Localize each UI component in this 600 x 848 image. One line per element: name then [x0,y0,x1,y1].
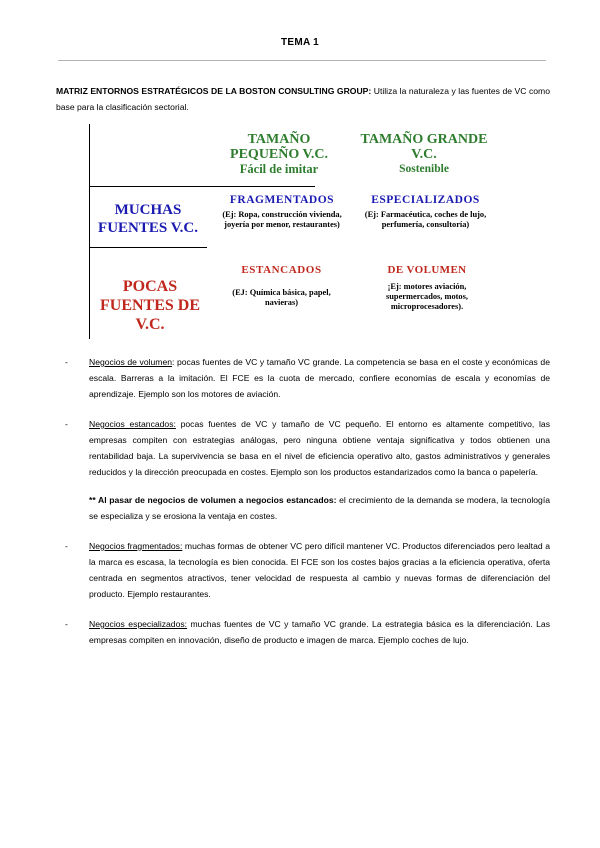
intro-text: Utiliza la naturaleza y las fuentes de VC como base para la clasificación sectorial. [56,86,550,112]
matrix-left-border [89,124,90,339]
list-keyword: Negocios estancados: [89,419,176,429]
list-item: - Negocios estancados: pocas fuentes de VC y tamaño de VC pequeño. El entorno es altamente competitivo, las empresas compiten con estrategias análogas, pero ninguna obtiene ventaja significativa y todos obtienen una rentabilidad baja. La supervivencia se basa en el nivel de eficiencia operativo alto, gastos administrativos y generales reducidos y la dirección preocupada en costes. Ejemplo son los productos estandarizados como la banca o papelería. [58,416,550,480]
cell-estancados: ESTANCADOS (EJ: Química básica, papel, navieras) [214,264,349,308]
column-header-small-vc: TAMAÑO PEQUEÑO V.C. Fácil de imitar [230,132,328,176]
list-item: - Negocios de volumen: pocas fuentes de VC y tamaño VC grande. La competencia se basa en el coste y económicas de escala. Barreras a la imitación. El FCE es la cuota de mercado, confiere economías de escala y economías de aprendizaje. Ejemplo son los motores de aviación. [58,354,550,402]
list-dash: - [65,357,68,367]
page-title: TEMA 1 [280,37,320,48]
note-heading: ** Al pasar de negocios de volumen a negocios estancados: [89,495,337,505]
list-dash: - [65,419,68,429]
column-header-large-vc: TAMAÑO GRANDE V.C. Sostenible [360,132,488,175]
list-dash: - [65,541,68,551]
list-dash: - [65,619,68,629]
list-keyword: Negocios de volumen [89,357,173,367]
cell-especializados: ESPECIALIZADOS (Ej: Farmacéutica, coches de lujo, perfumería, consultoría) [353,194,498,230]
note-paragraph: ** Al pasar de negocios de volumen a negocios estancados: el crecimiento de la demanda se modera, la tecnología se especializa y se erosiona la ventaja en costes. [89,495,550,521]
business-types-list [58,354,550,662]
cell-title: ESTANCADOS [241,264,322,276]
bcg-matrix [89,124,490,339]
cell-de-volumen: DE VOLUMEN ¡Ej: motores aviación, supermercados, motos, microprocesadores). [357,264,497,312]
list-item: - Negocios fragmentados: muchas formas de obtener VC pero difícil mantener VC. Productos diferenciados pero lealtad a la marca es escasa, la tecnología es bien conocida. El FCE son los costes bajos gracias a la eficiencia operativa, oferta centrada en segmentos atractivos, tener velocidad de respuesta al cambio y nuevas formas de diferenciación del producto. Ejemplo restaurantes. [58,538,550,602]
cell-title: FRAGMENTADOS [229,194,335,206]
intro-heading: MATRIZ ENTORNOS ESTRATÉGICOS DE LA BOSTON CONSULTING GROUP: [56,86,372,96]
list-keyword: Negocios fragmentados: [89,541,183,551]
header-divider [58,60,546,61]
list-keyword: Negocios especializados: [89,619,188,629]
cell-title: ESPECIALIZADOS [371,194,480,206]
row-header-many-sources: MUCHAS FUENTES V.C. [98,202,198,236]
cell-title: DE VOLUMEN [387,264,467,276]
matrix-divider-middle [89,247,207,248]
list-item: - Negocios especializados: muchas fuentes de VC y tamaño VC grande. La estrategia básica es la diferenciación. Las empresas compiten en innovación, diseño de producto e imagen de marca. Ejemplo coches de lujo. [58,616,550,648]
row-header-few-sources: POCAS FUENTES DE V.C. [99,278,201,333]
cell-fragmentados: FRAGMENTADOS (Ej: Ropa, construcción vivienda, joyería por menor, restaurantes) [207,194,357,230]
matrix-divider-top [89,186,315,187]
intro-paragraph [56,83,550,115]
